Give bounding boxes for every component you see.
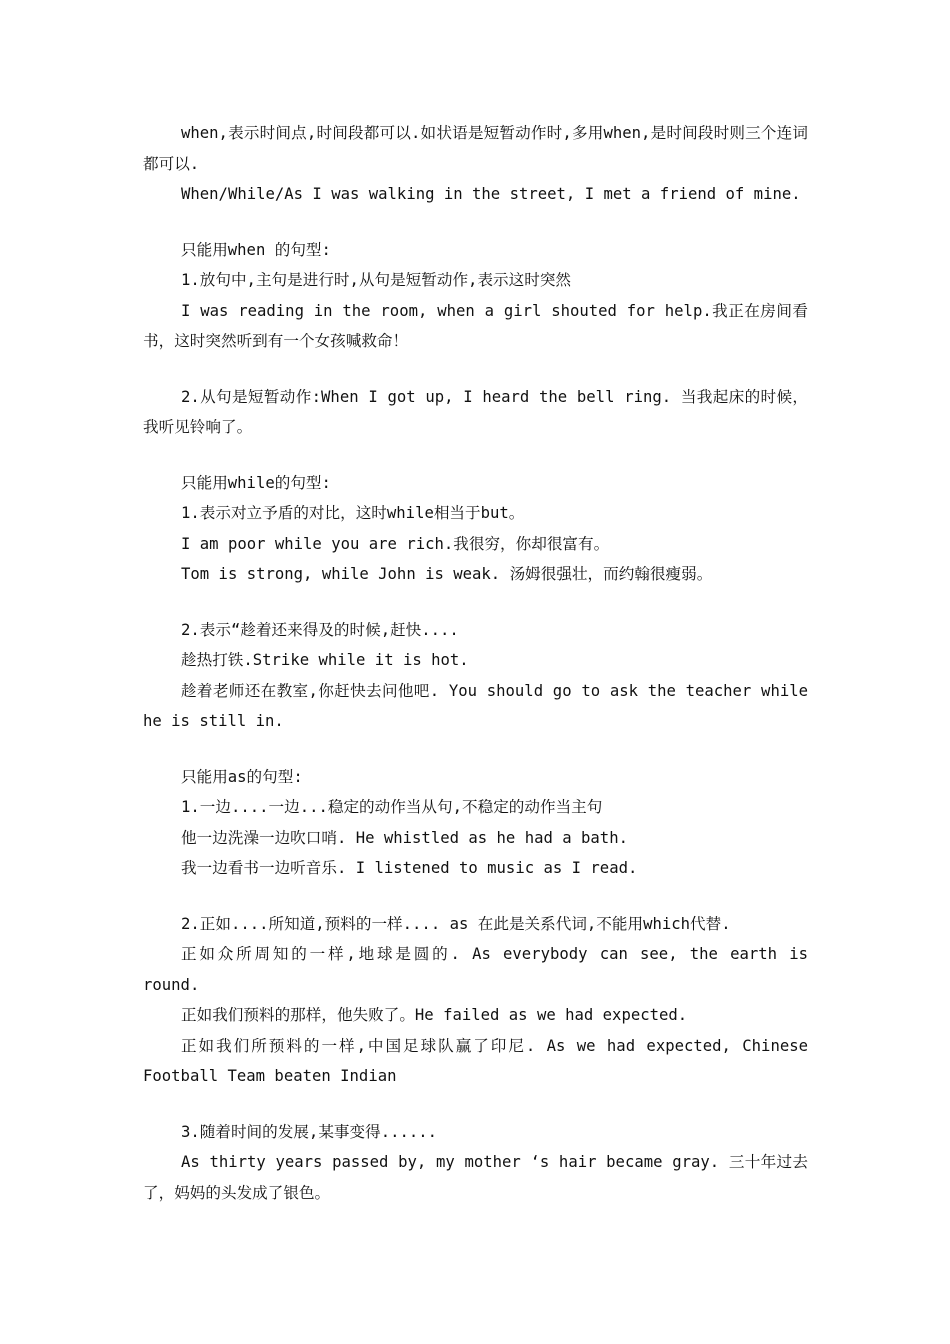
rule-while-1: 1.表示对立予盾的对比，这时while相当于but。 xyxy=(181,504,525,522)
example-while-1a: I am poor while you are rich.我很穷，你却很富有。 xyxy=(181,534,610,553)
heading-only-as: 只能用as的句型: xyxy=(181,767,303,786)
rule-when-2: 2.从句是短暂动作:When I got up, I heard the bell ring. 当我起床的时候，我听见铃响了。 xyxy=(143,387,808,436)
example-as-1a: 他一边洗澡一边吹口哨. He whistled as he had a bath. xyxy=(181,828,628,847)
heading-only-while: 只能用while的句型: xyxy=(181,473,331,492)
paragraph-when-intro: when,表示时间点,时间段都可以.如状语是短暂动作时,多用when,是时间段时则三个连词都可以. xyxy=(143,124,808,173)
spacer xyxy=(143,210,808,235)
example-as-2c: 正如我们所预料的一样,中国足球队赢了印尼. As we had expected, Chinese Football Team beaten Indian xyxy=(143,1036,808,1085)
section-only-while xyxy=(143,468,808,590)
document-page xyxy=(143,118,808,1208)
spacer xyxy=(143,1092,808,1117)
section-while-rule-2 xyxy=(143,615,808,737)
spacer xyxy=(143,443,808,468)
spacer xyxy=(143,737,808,762)
section-only-as xyxy=(143,762,808,884)
example-when-1: I was reading in the room, when a girl shouted for help.我正在房间看书，这时突然听到有一个女孩喊救命！ xyxy=(143,301,808,350)
spacer xyxy=(143,884,808,909)
spacer xyxy=(143,590,808,615)
example-while-2b: 趁着老师还在教室,你赶快去问他吧. You should go to ask the teacher while he is still in. xyxy=(143,681,808,730)
section-when-usage xyxy=(143,118,808,210)
rule-as-2: 2.正如....所知道,预料的一样.... as 在此是关系代词,不能用which代替. xyxy=(181,914,731,933)
paragraph-when-example: When/While/As I was walking in the street, I met a friend of mine. xyxy=(181,185,801,203)
section-as-rule-3 xyxy=(143,1117,808,1209)
rule-as-3: 3.随着时间的发展,某事变得...... xyxy=(181,1122,438,1141)
example-as-3: As thirty years passed by, my mother ‘s hair became gray. 三十年过去了，妈妈的头发成了银色。 xyxy=(143,1153,808,1202)
example-as-2a: 正如众所周知的一样,地球是圆的. As everybody can see, the earth is round. xyxy=(143,945,808,994)
rule-as-1: 1.一边....一边...稳定的动作当从句,不稳定的动作当主句 xyxy=(181,798,603,816)
heading-only-when: 只能用when 的句型: xyxy=(181,240,331,259)
rule-when-1: 1.放句中,主句是进行时,从句是短暂动作,表示这时突然 xyxy=(181,271,572,289)
example-while-2a: 趁热打铁.Strike while it is hot. xyxy=(181,651,469,669)
section-only-when xyxy=(143,235,808,357)
example-while-1b: Tom is strong, while John is weak. 汤姆很强壮，而约翰很瘦弱。 xyxy=(181,565,713,583)
example-as-1b: 我一边看书一边听音乐. I listened to music as I read. xyxy=(181,859,638,877)
example-as-2b: 正如我们预料的那样，他失败了。He failed as we had expected. xyxy=(181,1006,688,1024)
section-when-rule-2 xyxy=(143,382,808,443)
section-as-rule-2 xyxy=(143,909,808,1092)
spacer xyxy=(143,357,808,382)
rule-while-2: 2.表示“趁着还来得及的时候,赶快.... xyxy=(181,620,459,639)
